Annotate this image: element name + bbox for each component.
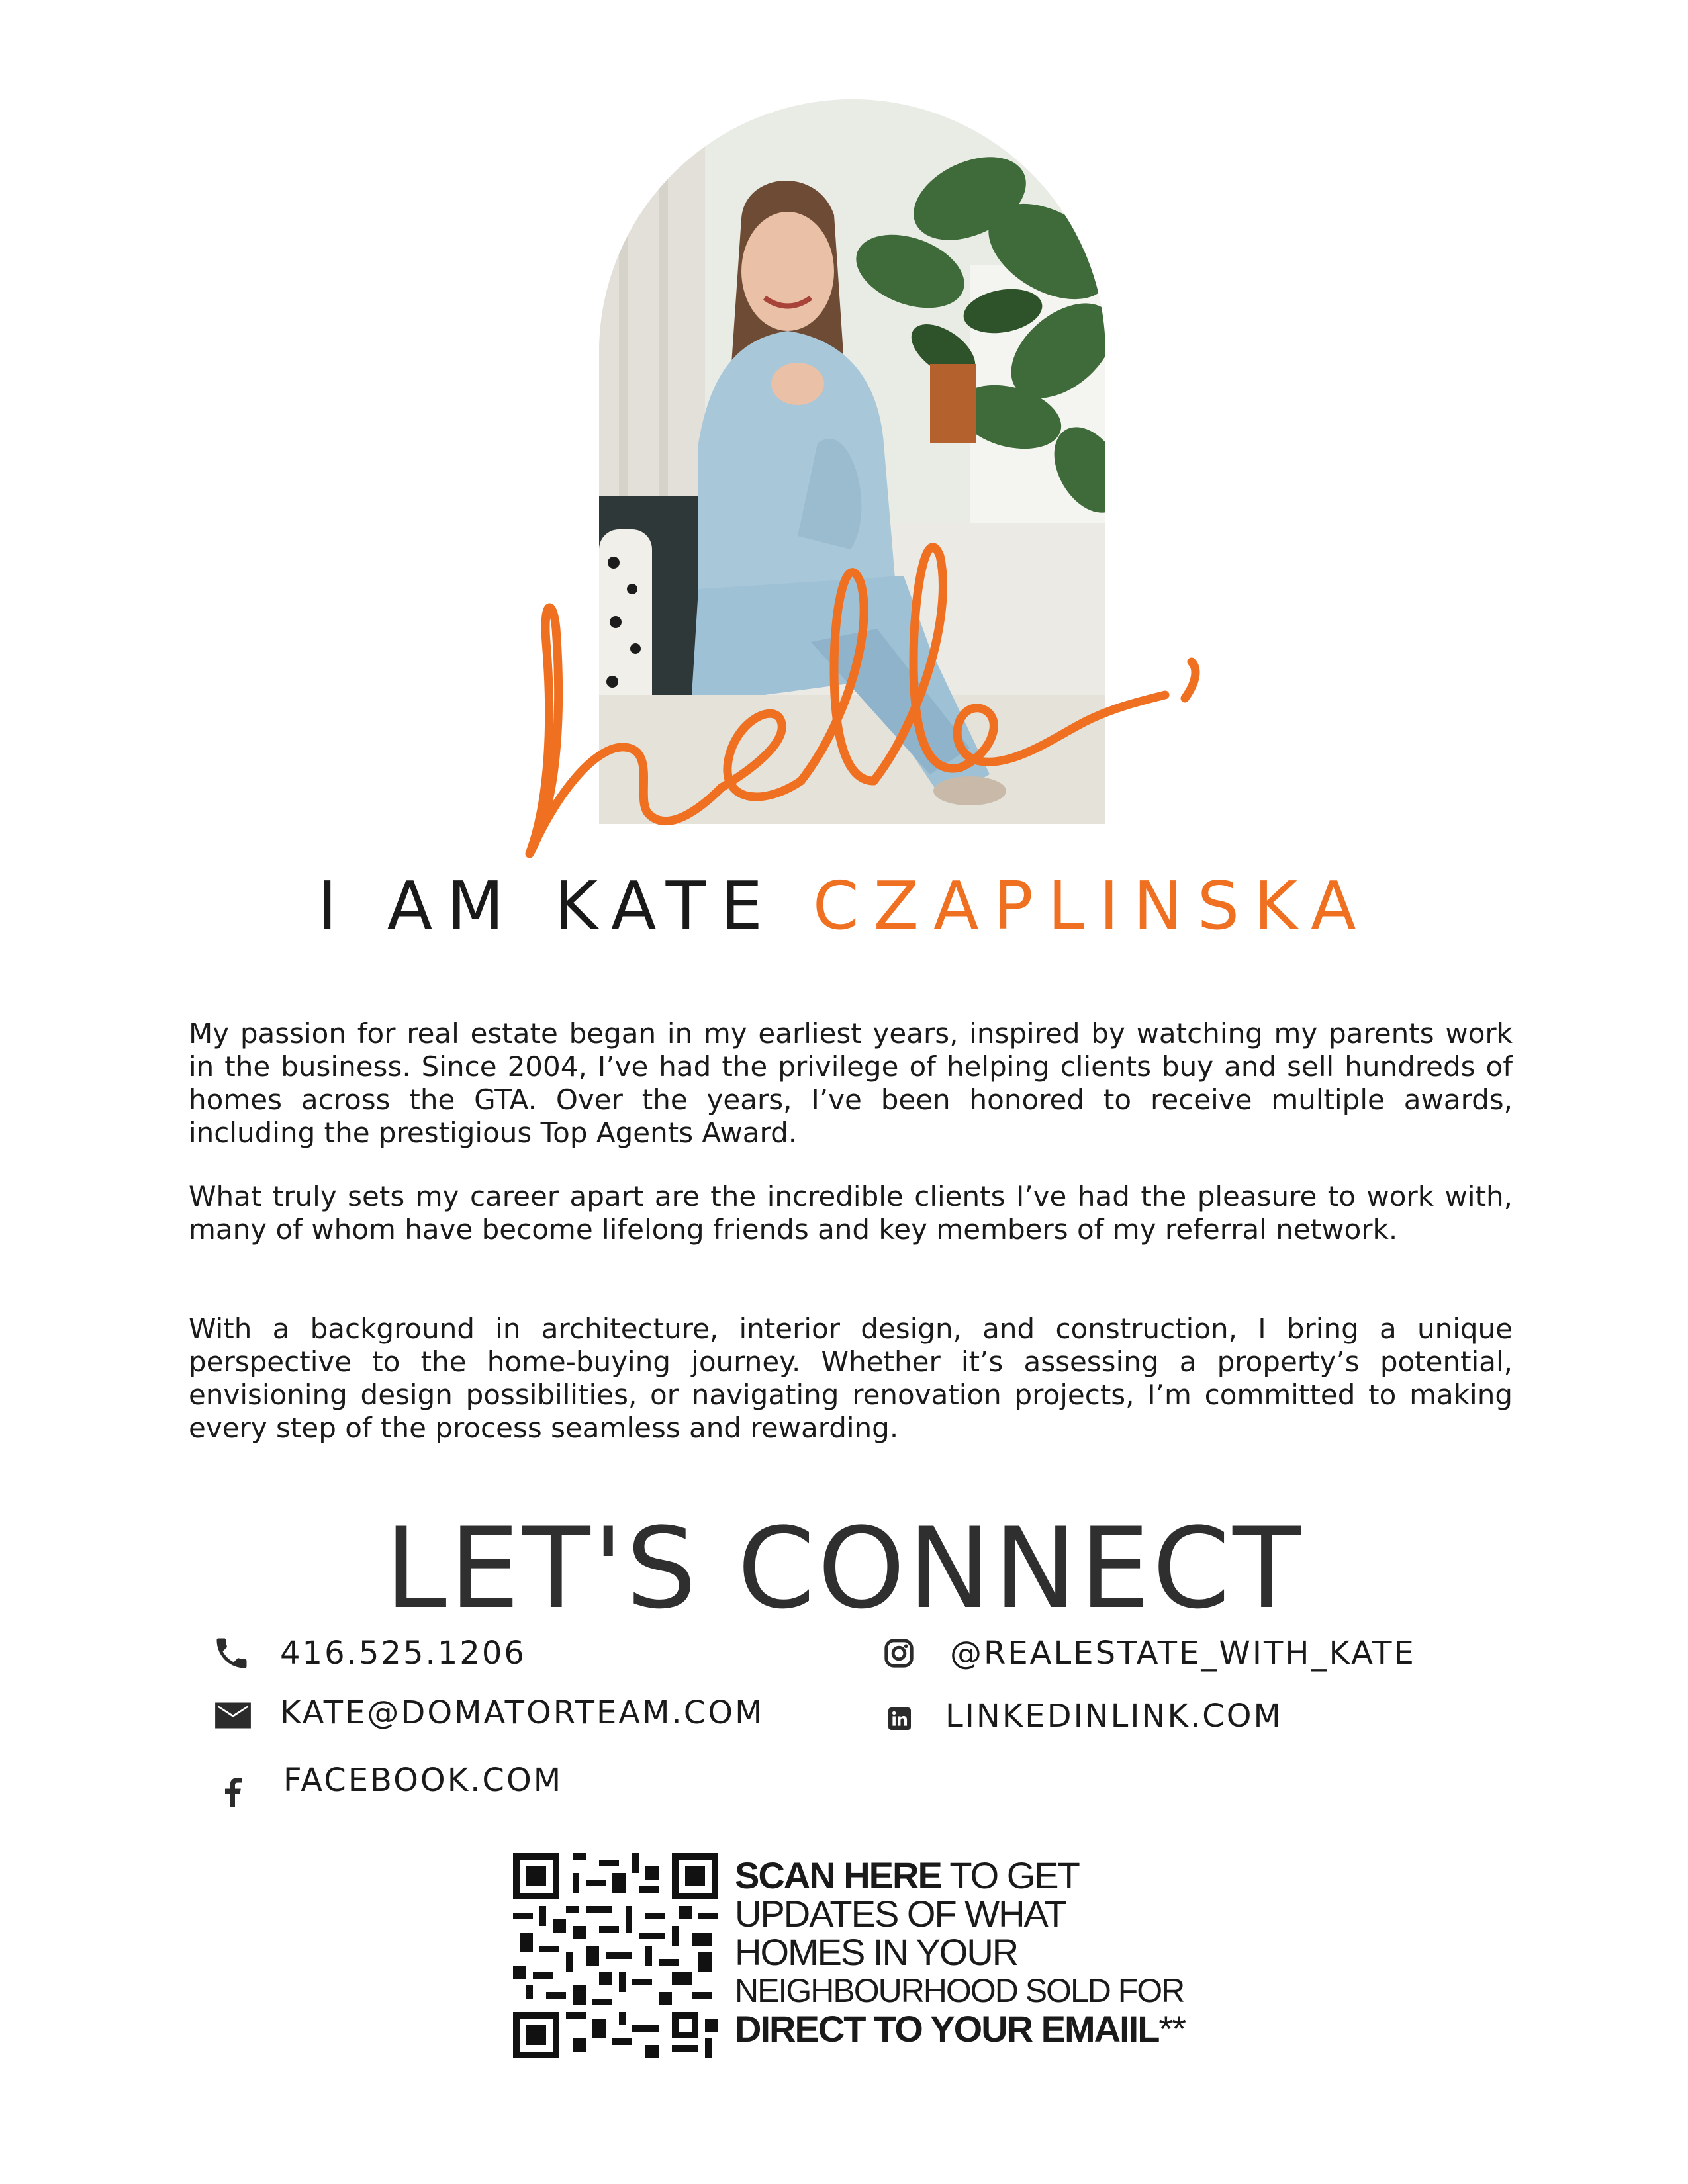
mail-icon xyxy=(213,1701,253,1730)
qr-code[interactable] xyxy=(513,1853,718,2058)
connect-heading: LET'S CONNECT xyxy=(385,1504,1303,1633)
instagram-link[interactable]: @REALESTATE_WITH_KATE xyxy=(950,1635,1416,1672)
qr-caption xyxy=(735,1856,1238,2048)
qr-caption-line-2: UPDATES OF WHAT xyxy=(735,1893,1066,1934)
qr-caption-line-4: NEIGHBOURHOOD SOLD FOR xyxy=(735,1972,1184,2009)
page-title xyxy=(0,867,1688,944)
instagram-icon xyxy=(884,1638,914,1668)
linkedin-icon xyxy=(888,1707,911,1730)
bio-paragraph-2: What truly sets my career apart are the incredible clients I’ve had the pleasure to work with, many of whom have become lifelong friends and key members of my referral network. xyxy=(189,1180,1513,1246)
bio-paragraph-1: My passion for real estate began in my earliest years, inspired by watching my parents work in the business. Since 2004, I’ve had the privilege of helping clients buy and sell hundreds of homes across the GTA. Over the years, I’ve been honored to receive multiple awards, including the prestigious Top Agents Award. xyxy=(189,1017,1513,1149)
qr-caption-line-3: HOMES IN YOUR xyxy=(735,1931,1018,1973)
hello-script xyxy=(503,523,1311,880)
name-first: I AM KATE xyxy=(317,867,777,944)
qr-caption-line-5: DIRECT TO YOUR EMAIIL** xyxy=(735,2008,1186,2050)
bio-paragraph-3: With a background in architecture, interior design, and construction, I bring a unique perspective to the home-buying journey. Whether it’s assessing a property’s potential, envisioning design possibilities, or navigating renovation projects, I’m committed to making every step of the process seamless and rewarding. xyxy=(189,1312,1513,1444)
email-link[interactable]: KATE@DOMATORTEAM.COM xyxy=(280,1694,765,1731)
facebook-link[interactable]: FACEBOOK.COM xyxy=(283,1762,563,1799)
linkedin-link[interactable]: LINKEDINLINK.COM xyxy=(945,1698,1283,1735)
phone-icon xyxy=(212,1633,252,1673)
facebook-icon xyxy=(218,1774,245,1807)
name-last: CZAPLINSKA xyxy=(812,867,1371,944)
phone-link[interactable]: 416.525.1206 xyxy=(280,1635,526,1672)
qr-caption-line-1: SCAN HERE TO GET xyxy=(735,1854,1079,1896)
